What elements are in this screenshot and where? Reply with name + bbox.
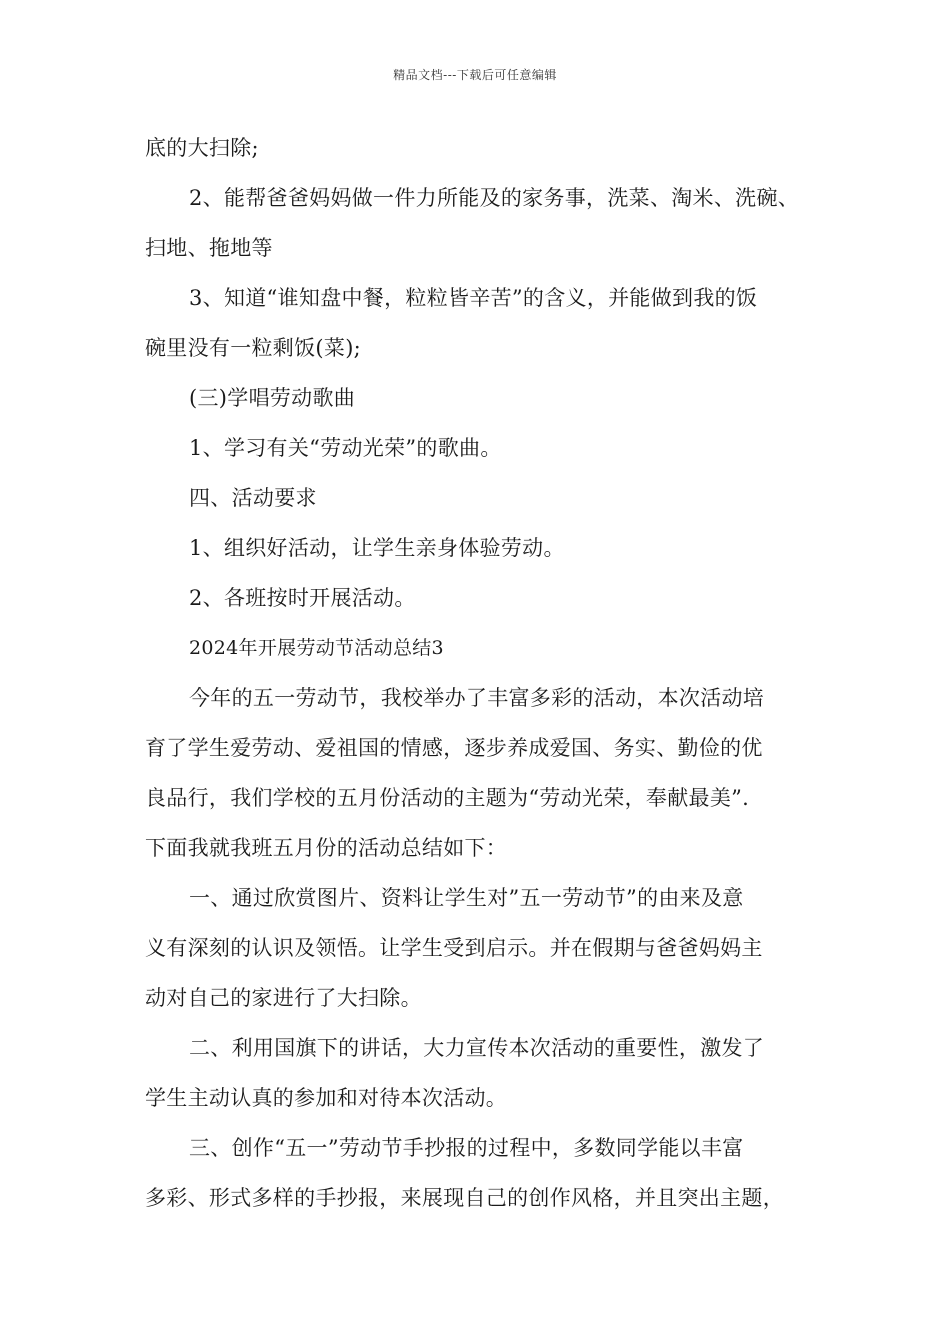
page-header: 精品文档---下载后可任意编辑 — [393, 68, 557, 82]
text-line: 3、知道“谁知盘中餐，粒粒皆辛苦”的含义，并能做到我的饭 — [189, 286, 758, 310]
text-line: 2、各班按时开展活动。 — [189, 586, 416, 610]
text-line: 育了学生爱劳动、爱祖国的情感，逐步养成爱国、务实、勤俭的优 — [145, 736, 763, 760]
document-body — [145, 128, 825, 1228]
text-line: 二、利用国旗下的讲话，大力宣传本次活动的重要性，激发了 — [189, 1036, 765, 1060]
text-line: 义有深刻的认识及领悟。让学生受到启示。并在假期与爸爸妈妈主 — [145, 936, 763, 960]
text-line: 三、创作“五一”劳动节手抄报的过程中，多数同学能以丰富 — [189, 1136, 744, 1160]
text-line: 碗里没有一粒剩饭(菜); — [145, 336, 362, 360]
text-line: 底的大扫除; — [145, 136, 259, 160]
section-heading: 四、活动要求 — [189, 486, 317, 510]
text-line: 1、学习有关“劳动光荣”的歌曲。 — [189, 436, 502, 460]
section-heading: (三)学唱劳动歌曲 — [189, 386, 356, 410]
text-line: 多彩、形式多样的手抄报，来展现自己的创作风格，并且突出主题， — [145, 1186, 784, 1210]
text-line: 2、能帮爸爸妈妈做一件力所能及的家务事，洗菜、淘米、洗碗、 — [189, 186, 800, 210]
text-line: 一、通过欣赏图片、资料让学生对”五一劳动节”的由来及意 — [189, 886, 744, 910]
text-line: 扫地、拖地等 — [145, 236, 273, 260]
text-line: 下面我就我班五月份的活动总结如下： — [145, 836, 508, 860]
article-title: 2024年开展劳动节活动总结3 — [189, 637, 444, 659]
text-line: 学生主动认真的参加和对待本次活动。 — [145, 1086, 508, 1110]
text-line: 1、组织好活动，让学生亲身体验劳动。 — [189, 536, 565, 560]
text-line: 今年的五一劳动节，我校举办了丰富多彩的活动，本次活动培 — [189, 686, 765, 710]
text-line: 动对自己的家进行了大扫除。 — [145, 986, 422, 1010]
text-line: 良品行，我们学校的五月份活动的主题为“劳动光荣，奉献最美”. — [145, 786, 750, 810]
